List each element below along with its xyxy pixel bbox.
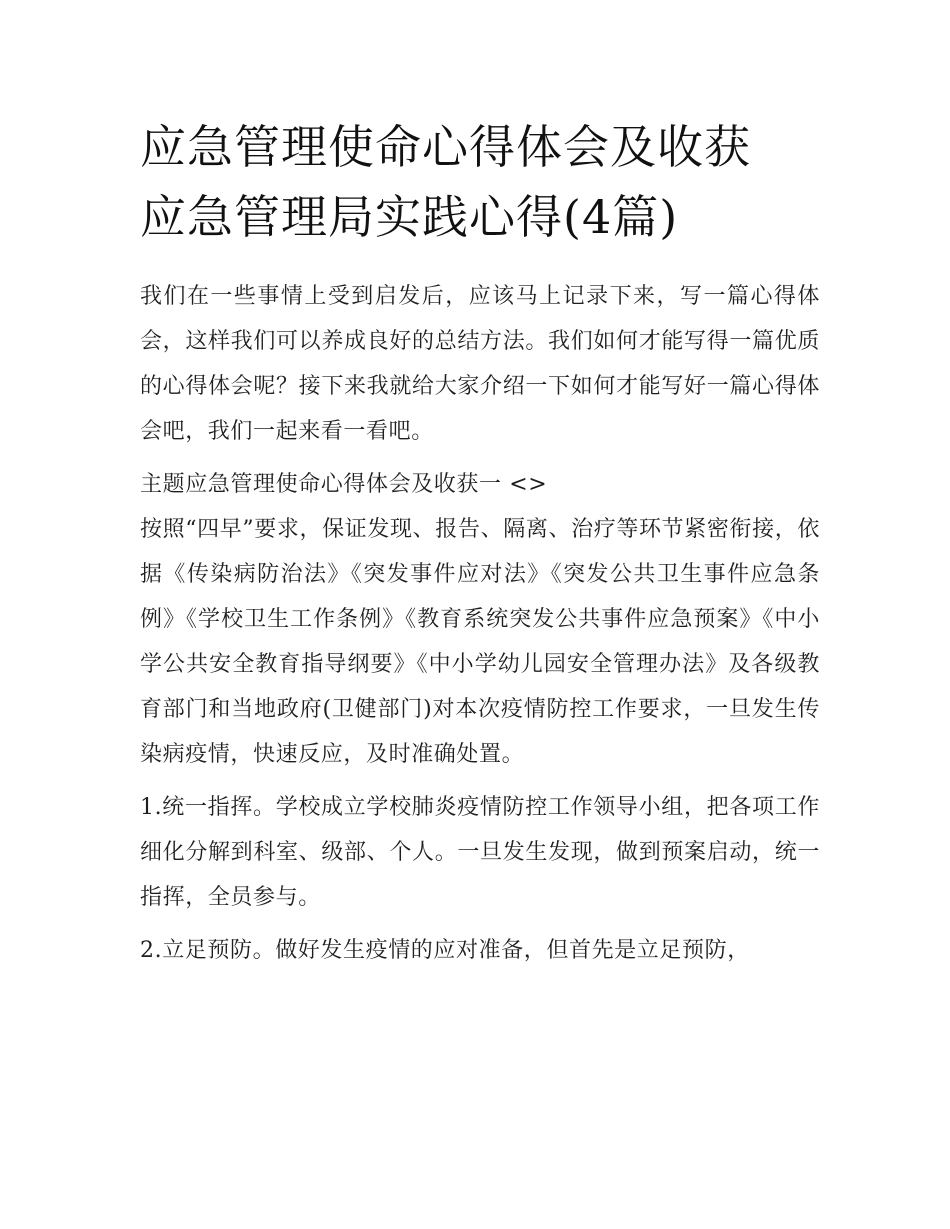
intro-paragraph: 我们在一些事情上受到启发后，应该马上记录下来，写一篇心得体会，这样我们可以养成良好的总结方法。我们如何才能写得一篇优质的心得体会呢？接下来我就给大家介绍一下如何才能写好一篇心得体会吧，我们一起来看一看吧。 (140, 284, 820, 444)
section-heading: 主题应急管理使命心得体会及收获一 <> (140, 472, 548, 497)
title-line-2: 应急管理局实践心得(4篇) (140, 190, 679, 244)
list-item-1-paragraph: 1.统一指挥。学校成立学校肺炎疫情防控工作领导小组，把各项工作细化分解到科室、级部、个人。一旦发生发现，做到预案启动，统一指挥，全员参与。 (140, 795, 820, 910)
title-line-1: 应急管理使命心得体会及收获 (140, 120, 751, 174)
document-title (140, 112, 820, 252)
document-content (140, 112, 820, 973)
document-body (140, 274, 820, 973)
body-paragraph: 按照“四早”要求，保证发现、报告、隔离、治疗等环节紧密衔接，依据《传染病防治法》《突发事件应对法》《突发公共卫生事件应急条例》《学校卫生工作条例》《教育系统突发公共事件应急预案》《中小学公共安全教育指导纲要》《中小学幼儿园安全管理办法》及各级教育部门和当地政府(卫健部门)对本次疫情防控工作要求，一旦发生传染病疫情，快速反应，及时准确处置。 (140, 517, 820, 767)
list-item-2-paragraph: 2.立足预防。做好发生疫情的应对准备，但首先是立足预防， (140, 938, 750, 963)
